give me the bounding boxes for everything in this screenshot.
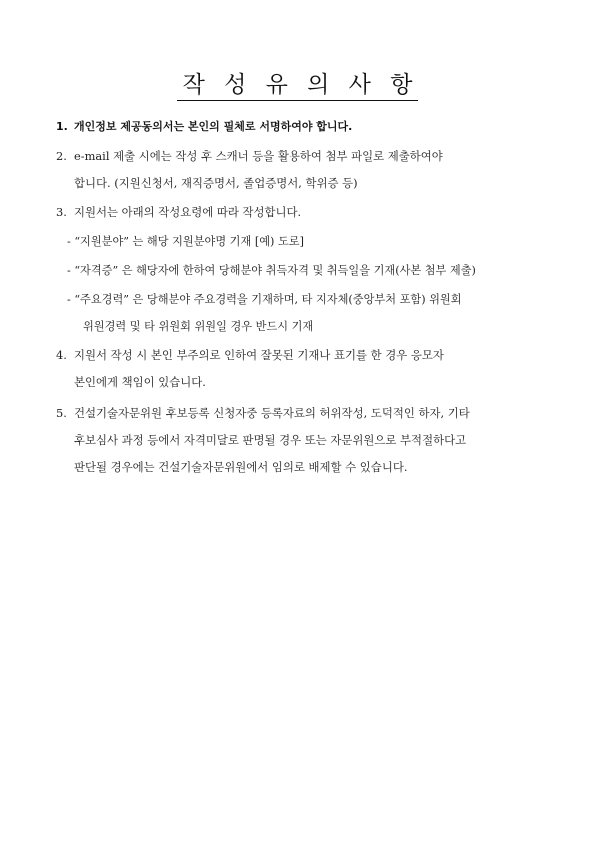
notice-item-1 — [56, 113, 542, 140]
title-text: 작 성 유 의 사 항 — [177, 66, 419, 101]
item-text-line-1: 지원서 작성 시 본인 부주의로 인하여 잘못된 기재나 표기를 한 경우 응모자 — [74, 348, 444, 362]
item-number: 1. — [56, 120, 68, 133]
sub-item-text-line-2: 위원경력 및 타 위원회 위원일 경우 반드시 기재 — [83, 320, 314, 333]
notice-item-4 — [56, 342, 542, 396]
item-text-line-2: 후보심사 과정 등에서 자격미달로 판명될 경우 또는 자문위원으로 부적절하다고 — [74, 433, 467, 447]
sub-item-certificate — [67, 257, 542, 284]
notice-item-2 — [56, 143, 542, 197]
item-text: 개인정보 제공동의서는 본인의 필체로 서명하여야 합니다. — [74, 120, 353, 133]
item-text-line-1: e-mail 제출 시에는 작성 후 스캐너 등을 활용하여 첨부 파일로 제출하여야 — [74, 149, 443, 163]
document-title — [0, 66, 595, 101]
item-text-line-3: 판단될 경우에는 건설기술자문위원에서 임의로 배제할 수 있습니다. — [74, 460, 408, 474]
item-number: 2. — [56, 149, 67, 163]
sub-item-text: - “자격증” 은 해당자에 한하여 당해분야 취득자격 및 취득일을 기재(사본 첨부 제출) — [67, 264, 476, 277]
item-text-line-1: 건설기술자문위원 후보등록 신청자중 등록자료의 허위작성, 도덕적인 하자, 기타 — [74, 406, 470, 420]
sub-item-application-field — [67, 228, 542, 255]
item-number: 3. — [56, 205, 67, 219]
item-text: 지원서는 아래의 작성요령에 따라 작성합니다. — [74, 205, 302, 219]
notice-item-3 — [56, 199, 542, 226]
sub-item-career — [67, 286, 542, 340]
notice-item-5 — [56, 400, 542, 481]
item-number: 5. — [56, 406, 67, 420]
sub-item-text-line-1: - “주요경력” 은 당해분야 주요경력을 기재하며, 타 지자체(중앙부처 포함) 위원회 — [67, 293, 462, 306]
item-text-line-2: 합니다. (지원신청서, 재직증명서, 졸업증명서, 학위증 등) — [74, 176, 358, 190]
item-number: 4. — [56, 348, 67, 362]
item-text-line-2: 본인에게 책임이 있습니다. — [74, 375, 206, 389]
sub-item-text: - “지원분야” 는 해당 지원분야명 기재 [예) 도로] — [67, 235, 304, 248]
